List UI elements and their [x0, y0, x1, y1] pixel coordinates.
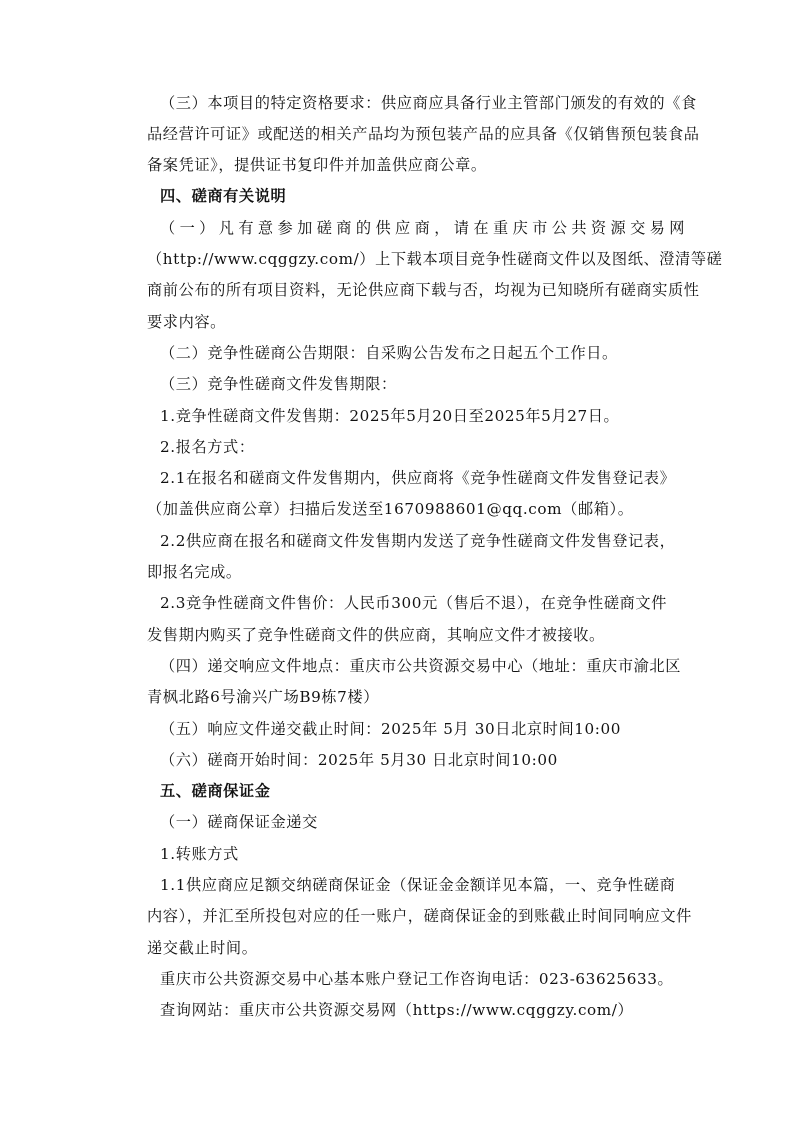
text-line: 内容），并汇至所投包对应的任一账户，磋商保证金的到账截止时间同响应文件: [147, 907, 692, 925]
text-line: 2.3竞争性磋商文件售价：人民币300元（售后不退），在竞争性磋商文件: [160, 594, 667, 612]
text-line: （一）磋商保证金递交: [160, 813, 318, 831]
text-line: （一）凡有意参加磋商的供应商，请在重庆市公共资源交易网: [160, 219, 689, 237]
text-line: 青枫北路6号渝兴广场B9栋7楼）: [147, 688, 379, 706]
text-line: 要求内容。: [147, 313, 226, 331]
text-line: 发售期内购买了竞争性磋商文件的供应商，其响应文件才被接收。: [147, 626, 605, 644]
text-line: 2.1在报名和磋商文件发售期内，供应商将《竞争性磋商文件发售登记表》: [160, 469, 676, 487]
text-line: 即报名完成。: [147, 563, 242, 581]
text-line: （四）递交响应文件地点：重庆市公共资源交易中心（地址：重庆市渝北区: [160, 657, 681, 675]
text-line: （三）本项目的特定资格要求：供应商应具备行业主管部门颁发的有效的《食: [160, 94, 697, 112]
section-heading: 五、磋商保证金: [160, 782, 271, 800]
text-line: 商前公布的所有项目资料，无论供应商下载与否，均视为已知晓所有磋商实质性: [147, 281, 700, 299]
text-line: 品经营许可证》或配送的相关产品均为预包装产品的应具备《仅销售预包装食品: [147, 125, 700, 143]
text-line: 递交截止时间。: [147, 939, 258, 957]
text-line: （二）竞争性磋商公告期限：自采购公告发布之日起五个工作日。: [160, 344, 618, 362]
text-line: 2.报名方式：: [160, 438, 255, 456]
text-line: 备案凭证》，提供证书复印件并加盖供应商公章。: [147, 156, 487, 174]
section-heading: 四、磋商有关说明: [160, 187, 287, 205]
text-line: （五）响应文件递交截止时间：2025年 5月 30日北京时间10:00: [160, 720, 621, 738]
text-line: 1.1供应商应足额交纳磋商保证金（保证金金额详见本篇，一、竞争性磋商: [160, 876, 676, 894]
text-line: 1.竞争性磋商文件发售期：2025年5月20日至2025年5月27日。: [160, 407, 620, 425]
text-line: 2.2供应商在报名和磋商文件发售期内发送了竞争性磋商文件发售登记表，: [160, 532, 676, 550]
text-line: （三）竞争性磋商文件发售期限：: [160, 375, 397, 393]
text-line: 1.转账方式: [160, 845, 239, 863]
text-line: 查询网站：重庆市公共资源交易网（https://www.cqggzy.com/）: [160, 1001, 634, 1019]
text-line: （加盖供应商公章）扫描后发送至1670988601@qq.com（邮箱）。: [147, 500, 634, 518]
text-line: （六）磋商开始时间：2025年 5月30 日北京时间10:00: [160, 751, 558, 769]
text-line: （http://www.cqggzy.com/）上下载本项目竞争性磋商文件以及图纸、澄清等磋: [147, 250, 723, 268]
text-line: 重庆市公共资源交易中心基本账户登记工作咨询电话：023-63625633。: [160, 970, 674, 988]
